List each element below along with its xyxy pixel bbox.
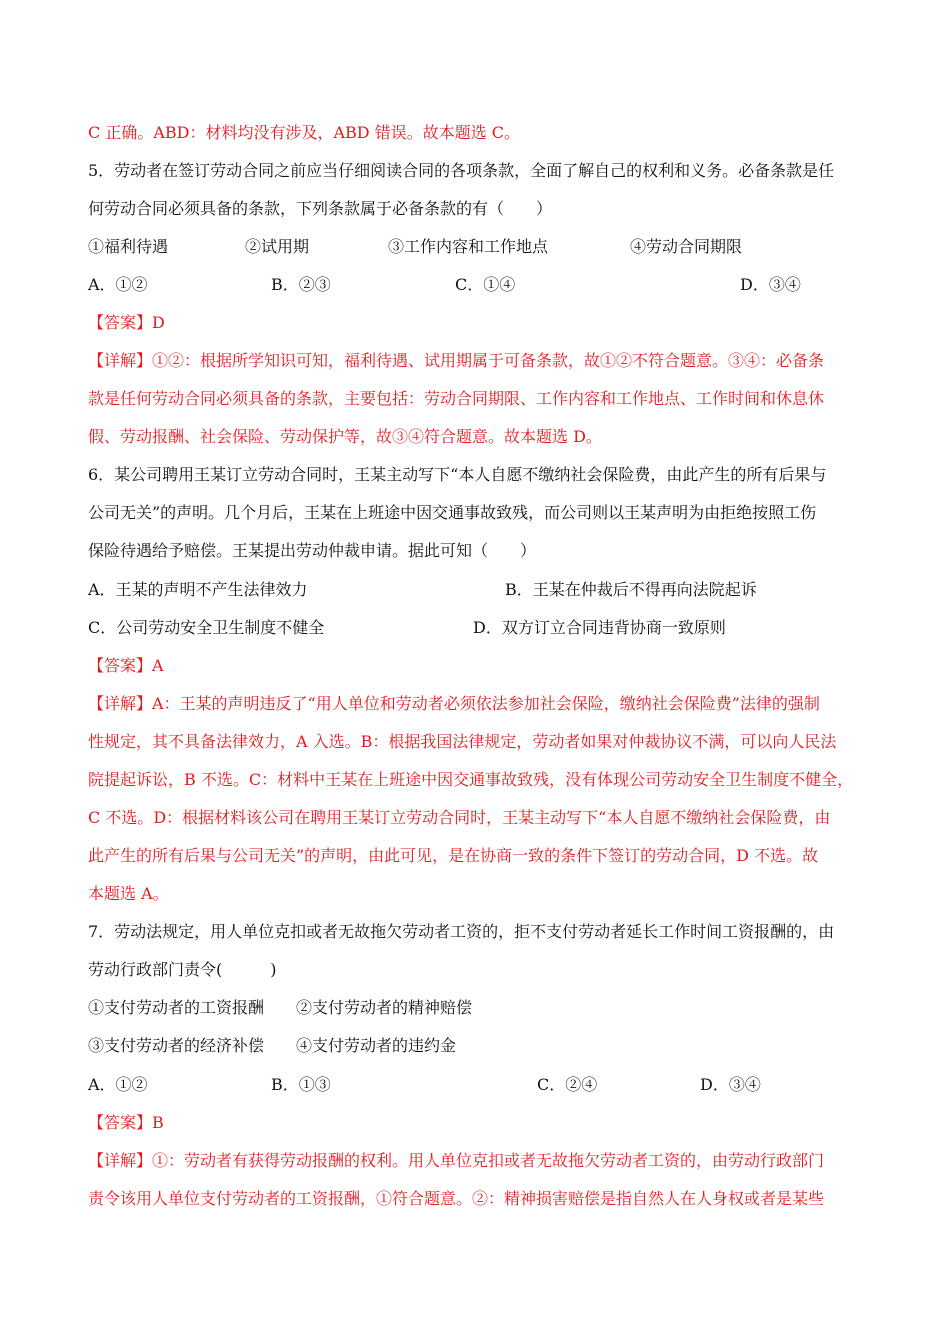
q6-answer: 【答案】A <box>88 656 164 675</box>
q7-answer: 【答案】B <box>88 1113 164 1132</box>
q5-option-b: B．②③ <box>271 275 331 294</box>
q5-detail-line-3: 假、劳动报酬、社会保险、劳动保护等，故③④符合题意。故本题选 D。 <box>88 427 602 446</box>
q5-item-3: ③工作内容和工作地点 <box>388 237 549 256</box>
q6-detail-line-1: 【详解】A：王某的声明违反了“用人单位和劳动者必须依法参加社会保险，缴纳社会保险费”法律的强制 <box>88 694 820 713</box>
q6-detail-line-4: C 不选。D：根据材料该公司在聘用王某订立劳动合同时，王某主动写下“本人自愿不缴纳社会保险费，由 <box>88 808 831 827</box>
q7-stem-line-1: 7．劳动法规定，用人单位克扣或者无故拖欠劳动者工资的，拒不支付劳动者延长工作时间工资报酬的，由 <box>88 922 835 941</box>
q6-detail-line-6: 本题选 A。 <box>88 884 169 903</box>
q5-item-4: ④劳动合同期限 <box>630 237 743 256</box>
prev-answer-tail: C 正确。ABD：材料均没有涉及，ABD 错误。故本题选 C。 <box>88 123 521 142</box>
q7-option-c: C．②④ <box>537 1075 598 1094</box>
q7-option-b: B．①③ <box>271 1075 331 1094</box>
q5-item-2: ②试用期 <box>245 237 310 256</box>
q5-detail-line-1: 【详解】①②：根据所学知识可知，福利待遇、试用期属于可备条款，故①②不符合题意。③④：必备条 <box>88 351 825 370</box>
q7-items-line-2: ③支付劳动者的经济补偿 ④支付劳动者的违约金 <box>88 1036 457 1055</box>
q7-detail-line-1: 【详解】①：劳动者有获得劳动报酬的权利。用人单位克扣或者无故拖欠劳动者工资的，由劳动行政部门 <box>88 1151 825 1170</box>
q7-option-d: D．③④ <box>700 1075 761 1094</box>
q6-stem-line-3: 保险待遇给予赔偿。王某提出劳动仲裁申请。据此可知（ ） <box>88 541 537 560</box>
q6-stem-line-1: 6．某公司聘用王某订立劳动合同时，王某主动写下“本人自愿不缴纳社会保险费，由此产生的所有后果与 <box>88 465 827 484</box>
q6-option-c: C．公司劳动安全卫生制度不健全 <box>88 618 325 637</box>
q6-option-d: D．双方订立合同违背协商一致原则 <box>473 618 726 637</box>
q5-option-c: C．①④ <box>455 275 516 294</box>
q5-stem-line-2: 何劳动合同必须具备的条款，下列条款属于必备条款的有（ ） <box>88 199 553 218</box>
q6-stem-line-2: 公司无关”的声明。几个月后，王某在上班途中因交通事故致残，而公司则以王某声明为由拒绝按照工伤 <box>88 503 817 522</box>
q7-option-a: A．①② <box>88 1075 148 1094</box>
q5-stem-line-1: 5．劳动者在签订劳动合同之前应当仔细阅读合同的各项条款，全面了解自己的权利和义务。必备条款是任 <box>88 161 835 180</box>
q5-option-a: A．①② <box>88 275 148 294</box>
q7-items-line-1: ①支付劳动者的工资报酬 ②支付劳动者的精神赔偿 <box>88 998 473 1017</box>
q5-item-1: ①福利待遇 <box>88 237 169 256</box>
q5-detail-line-2: 款是任何劳动合同必须具备的条款，主要包括：劳动合同期限、工作内容和工作地点、工作时间和休息休 <box>88 389 825 408</box>
q5-option-d: D．③④ <box>740 275 801 294</box>
q6-detail-line-3: 院提起诉讼，B 不选。C：材料中王某在上班途中因交通事故致残，没有体现公司劳动安全卫生制度不健全， <box>88 770 854 789</box>
q6-option-a: A．王某的声明不产生法律效力 <box>88 580 308 599</box>
q5-answer: 【答案】D <box>88 313 165 332</box>
q7-detail-line-2: 责令该用人单位支付劳动者的工资报酬，①符合题意。②：精神损害赔偿是指自然人在人身权或者是某些 <box>88 1189 825 1208</box>
q6-option-b: B．王某在仲裁后不得再向法院起诉 <box>505 580 757 599</box>
q7-stem-line-2: 劳动行政部门责令( ) <box>88 960 277 979</box>
q6-detail-line-2: 性规定，其不具备法律效力，A 入选。B：根据我国法律规定，劳动者如果对仲裁协议不满，可以向人民法 <box>88 732 837 751</box>
q6-detail-line-5: 此产生的所有后果与公司无关”的声明，由此可见，是在协商一致的条件下签订的劳动合同，D 不选。故 <box>88 846 819 865</box>
